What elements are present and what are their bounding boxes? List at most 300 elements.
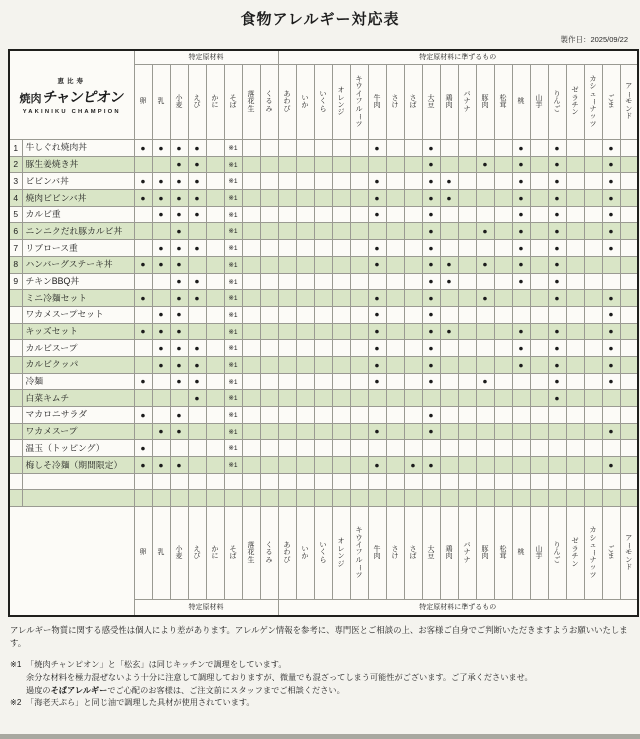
allergen-mark-cell [584, 140, 602, 157]
allergen-mark-cell [350, 223, 368, 240]
allergen-mark-cell [530, 356, 548, 373]
allergen-mark-cell [458, 306, 476, 323]
allergen-mark-cell: ● [170, 323, 188, 340]
allergen-mark-cell [566, 306, 584, 323]
allergen-mark-cell [314, 273, 332, 290]
allergen-column-header [566, 507, 584, 600]
allergen-mark-cell: ● [170, 223, 188, 240]
allergen-mark-cell [386, 140, 404, 157]
allergen-column-header [242, 507, 260, 600]
allergen-column-header [404, 507, 422, 600]
allergen-mark-cell [476, 173, 494, 190]
allergen-mark-cell: ● [422, 173, 440, 190]
allergen-mark-cell [368, 473, 386, 490]
allergen-mark-cell [152, 223, 170, 240]
allergen-mark-cell: ● [512, 156, 530, 173]
allergen-mark-cell [584, 323, 602, 340]
table-row [9, 290, 638, 307]
allergen-mark-cell [170, 390, 188, 407]
allergen-mark-cell [188, 256, 206, 273]
note-mark: ※1 [228, 428, 238, 436]
menu-item-name: 冷麺 [22, 373, 134, 390]
allergen-mark-cell [134, 206, 152, 223]
allergen-mark-cell: ● [152, 323, 170, 340]
allergen-mark-cell [566, 223, 584, 240]
menu-item-name [22, 473, 134, 490]
allergen-mark-cell [530, 223, 548, 240]
allergen-column-header [350, 507, 368, 600]
allergen-mark-cell [620, 240, 638, 257]
allergen-mark-cell [458, 440, 476, 457]
allergen-mark-cell [314, 423, 332, 440]
row-number: 7 [9, 240, 22, 257]
note-mark: ※1 [228, 328, 238, 336]
allergen-mark-cell [566, 390, 584, 407]
row-number [9, 423, 22, 440]
allergen-mark-cell [404, 223, 422, 240]
allergen-mark-cell [584, 356, 602, 373]
allergen-mark-cell [458, 140, 476, 157]
allergen-column-header [584, 65, 602, 140]
allergen-mark-cell [620, 306, 638, 323]
allergen-mark-cell [332, 190, 350, 207]
allergen-mark-cell [170, 473, 188, 490]
allergen-mark-cell [134, 473, 152, 490]
allergen-label: カ シ ュ ー ナ ッ ツ [589, 76, 597, 128]
row-number [9, 457, 22, 474]
allergen-label: い く ら [319, 90, 327, 113]
allergen-mark-cell [440, 140, 458, 157]
allergen-mark-cell [260, 140, 278, 157]
allergen-mark-cell: ● [512, 223, 530, 240]
allergen-column-header [440, 65, 458, 140]
allergen-column-header [170, 507, 188, 600]
allergen-column-header [206, 65, 224, 140]
allergen-mark-cell [530, 156, 548, 173]
allergen-column-header [260, 65, 278, 140]
allergen-mark-cell: ● [602, 206, 620, 223]
logo [10, 76, 134, 115]
allergen-mark-cell [566, 206, 584, 223]
allergen-mark-cell [368, 390, 386, 407]
allergen-mark-cell [530, 273, 548, 290]
allergen-mark-cell [278, 407, 296, 424]
allergen-mark-cell [314, 390, 332, 407]
allergen-mark-cell [422, 490, 440, 507]
table-row [9, 457, 638, 474]
menu-item-name: カルビクッパ [22, 356, 134, 373]
table-row [9, 390, 638, 407]
allergen-mark-cell [314, 223, 332, 240]
allergen-label: 桃 [517, 549, 525, 557]
allergen-mark-cell [530, 390, 548, 407]
allergen-mark-cell [260, 356, 278, 373]
table-row [9, 140, 638, 157]
allergen-mark-cell [332, 457, 350, 474]
allergen-mark-cell: ● [422, 306, 440, 323]
note-mark: ※1 [228, 378, 238, 386]
allergen-mark-cell [530, 173, 548, 190]
allergen-mark-cell [152, 440, 170, 457]
allergen-mark-cell [584, 340, 602, 357]
allergen-mark-cell [350, 273, 368, 290]
allergen-mark-cell [530, 323, 548, 340]
allergen-mark-cell [260, 473, 278, 490]
allergen-mark-cell [152, 290, 170, 307]
row-number [9, 356, 22, 373]
allergen-mark-cell [242, 473, 260, 490]
allergen-mark-cell [296, 256, 314, 273]
allergen-mark-cell [134, 223, 152, 240]
allergen-mark-cell: ● [188, 240, 206, 257]
allergen-mark-cell [224, 256, 242, 273]
allergen-mark-cell: ● [548, 190, 566, 207]
allergen-mark-cell [260, 206, 278, 223]
allergen-mark-cell [494, 490, 512, 507]
allergen-label: バ ナ ナ [463, 542, 471, 564]
allergen-mark-cell: ● [440, 190, 458, 207]
allergen-mark-cell [566, 240, 584, 257]
allergen-mark-cell: ● [170, 173, 188, 190]
table-row [9, 256, 638, 273]
allergen-mark-cell [314, 140, 332, 157]
allergen-mark-cell [584, 423, 602, 440]
allergen-mark-cell [260, 323, 278, 340]
note-mark: ※1 [228, 395, 238, 403]
allergen-mark-cell [242, 290, 260, 307]
allergen-mark-cell [512, 473, 530, 490]
allergen-mark-cell: ● [512, 206, 530, 223]
allergen-label: り ん ご [553, 90, 561, 113]
note-mark: ※1 [228, 245, 238, 253]
allergen-mark-cell [314, 256, 332, 273]
allergen-mark-cell: ● [512, 340, 530, 357]
allergen-mark-cell: ● [368, 306, 386, 323]
allergen-mark-cell [458, 190, 476, 207]
allergen-mark-cell [296, 457, 314, 474]
allergen-mark-cell [296, 173, 314, 190]
allergen-mark-cell [566, 356, 584, 373]
allergen-mark-cell [332, 423, 350, 440]
allergen-mark-cell: ● [368, 140, 386, 157]
allergen-label: ア ー モ ン ド [625, 534, 633, 572]
allergen-mark-cell [512, 490, 530, 507]
allergen-column-header [458, 507, 476, 600]
allergen-mark-cell: ● [368, 340, 386, 357]
allergen-mark-cell [242, 273, 260, 290]
bottom-group-header-quasi: 特定原材料に準ずるもの [278, 600, 638, 617]
allergen-mark-cell: ● [440, 273, 458, 290]
allergen-column-header [386, 65, 404, 140]
allergen-mark-cell [296, 373, 314, 390]
allergen-mark-cell [332, 373, 350, 390]
allergen-mark-cell [350, 373, 368, 390]
allergen-mark-cell [242, 190, 260, 207]
allergen-mark-cell: ● [602, 306, 620, 323]
allergen-mark-cell [260, 273, 278, 290]
allergen-label: 桃 [517, 98, 525, 106]
logo-ebisu: 恵比寿 [57, 77, 86, 85]
allergen-mark-cell: ● [512, 256, 530, 273]
allergen-mark-cell [206, 273, 224, 290]
allergen-label: 牛 肉 [373, 94, 381, 109]
allergen-mark-cell: ● [422, 206, 440, 223]
menu-item-name: 豚生姜焼き丼 [22, 156, 134, 173]
allergen-mark-cell [278, 256, 296, 273]
allergen-label: あ わ び [283, 542, 291, 564]
allergen-mark-cell: ● [602, 290, 620, 307]
allergen-mark-cell [314, 473, 332, 490]
allergen-mark-cell [386, 290, 404, 307]
allergen-column-header [314, 507, 332, 600]
allergen-mark-cell [458, 373, 476, 390]
allergen-mark-cell [620, 423, 638, 440]
allergen-mark-cell [584, 190, 602, 207]
allergen-mark-cell [278, 306, 296, 323]
allergen-mark-cell [224, 173, 242, 190]
allergen-column-header [494, 65, 512, 140]
allergen-mark-cell [260, 457, 278, 474]
allergen-mark-cell [224, 206, 242, 223]
allergen-mark-cell [368, 407, 386, 424]
allergen-label: え び [193, 94, 201, 109]
allergen-mark-cell: ● [188, 373, 206, 390]
allergen-mark-cell [386, 206, 404, 223]
allergen-mark-cell [512, 290, 530, 307]
restaurant-logo [9, 50, 134, 140]
menu-item-name: ミニ冷麺セット [22, 290, 134, 307]
allergen-mark-cell [134, 273, 152, 290]
allergen-mark-cell [494, 240, 512, 257]
allergen-mark-cell [314, 156, 332, 173]
allergen-mark-cell [620, 223, 638, 240]
allergen-mark-cell [566, 423, 584, 440]
allergen-label: い く ら [319, 542, 327, 564]
allergen-mark-cell [332, 306, 350, 323]
allergen-mark-cell [404, 290, 422, 307]
allergen-mark-cell [404, 356, 422, 373]
allergen-mark-cell [494, 390, 512, 407]
row-number [9, 407, 22, 424]
allergen-mark-cell: ● [548, 356, 566, 373]
allergen-mark-cell [458, 423, 476, 440]
allergen-label: 小 麦 [175, 545, 183, 561]
allergen-mark-cell [170, 490, 188, 507]
allergen-label: く る み [265, 542, 273, 564]
allergen-label: 落 花 生 [247, 542, 255, 564]
allergen-mark-cell [620, 457, 638, 474]
allergen-mark-cell [278, 323, 296, 340]
allergen-mark-cell [350, 440, 368, 457]
allergen-mark-cell [494, 423, 512, 440]
allergen-mark-cell [332, 240, 350, 257]
allergen-label: 卵 [139, 549, 147, 557]
allergen-mark-cell [584, 206, 602, 223]
allergen-mark-cell [494, 407, 512, 424]
allergen-mark-cell [584, 156, 602, 173]
allergen-mark-cell [242, 256, 260, 273]
allergen-column-header [152, 65, 170, 140]
allergen-mark-cell [404, 306, 422, 323]
allergen-mark-cell [296, 206, 314, 223]
allergen-column-header [548, 65, 566, 140]
allergen-mark-cell [404, 156, 422, 173]
allergen-label: 鶏 肉 [445, 94, 453, 109]
table-row [9, 373, 638, 390]
allergen-mark-cell [314, 407, 332, 424]
allergen-mark-cell: ● [170, 407, 188, 424]
allergen-column-header [602, 507, 620, 600]
allergen-mark-cell [494, 273, 512, 290]
allergen-label: 小 麦 [175, 94, 183, 109]
allergen-mark-cell [296, 306, 314, 323]
allergen-mark-cell: ● [170, 240, 188, 257]
allergen-mark-cell [206, 306, 224, 323]
allergen-mark-cell [440, 340, 458, 357]
footnote-2-label: ※2 [10, 698, 22, 708]
allergen-mark-cell [206, 390, 224, 407]
footnote-1-label: ※1 [10, 660, 22, 670]
allergen-mark-cell [224, 223, 242, 240]
allergen-mark-cell: ● [188, 273, 206, 290]
allergen-label: そ ば [229, 545, 237, 561]
allergen-mark-cell [368, 156, 386, 173]
allergen-mark-cell [602, 256, 620, 273]
table-row [9, 440, 638, 457]
allergen-mark-cell [206, 206, 224, 223]
allergen-mark-cell [584, 407, 602, 424]
allergen-mark-cell [566, 457, 584, 474]
allergen-mark-cell [512, 306, 530, 323]
allergen-mark-cell [566, 256, 584, 273]
footnotes [10, 659, 630, 710]
allergen-mark-cell [494, 256, 512, 273]
allergen-mark-cell [332, 490, 350, 507]
allergen-mark-cell [260, 490, 278, 507]
allergen-mark-cell: ● [152, 190, 170, 207]
allergen-mark-cell [206, 240, 224, 257]
allergen-mark-cell [242, 457, 260, 474]
allergen-mark-cell [314, 490, 332, 507]
allergen-mark-cell [188, 490, 206, 507]
allergen-mark-cell [260, 373, 278, 390]
allergen-mark-cell [494, 223, 512, 240]
allergen-mark-cell: ● [548, 273, 566, 290]
allergen-mark-cell [476, 240, 494, 257]
note-mark: ※1 [228, 278, 238, 286]
allergen-mark-cell [350, 173, 368, 190]
allergen-mark-cell [296, 223, 314, 240]
logo-main [19, 86, 124, 107]
allergen-mark-cell [440, 206, 458, 223]
allergen-mark-cell [188, 323, 206, 340]
allergen-mark-cell [566, 156, 584, 173]
menu-item-name: ビビンバ丼 [22, 173, 134, 190]
allergen-mark-cell [476, 273, 494, 290]
allergen-mark-cell [206, 490, 224, 507]
allergen-mark-cell [242, 423, 260, 440]
allergen-mark-cell: ● [152, 306, 170, 323]
allergen-mark-cell: ● [602, 190, 620, 207]
allergen-column-header [134, 507, 152, 600]
allergen-mark-cell [260, 407, 278, 424]
allergen-mark-cell [548, 473, 566, 490]
allergen-mark-cell [386, 173, 404, 190]
allergen-mark-cell [440, 440, 458, 457]
allergen-mark-cell: ● [602, 356, 620, 373]
allergen-mark-cell [242, 156, 260, 173]
allergen-mark-cell [476, 206, 494, 223]
allergen-mark-cell [386, 240, 404, 257]
allergen-mark-cell [260, 340, 278, 357]
allergen-mark-cell: ● [152, 240, 170, 257]
allergen-mark-cell: ● [422, 140, 440, 157]
footnote-1b-post: でご心配のお客様は、ご注文前にスタッフまでご相談ください。 [107, 685, 345, 695]
allergen-mark-cell [134, 240, 152, 257]
table-row [9, 206, 638, 223]
allergen-mark-cell [278, 290, 296, 307]
allergen-mark-cell [332, 340, 350, 357]
allergen-mark-cell [296, 356, 314, 373]
allergen-mark-cell: ● [512, 240, 530, 257]
allergen-mark-cell [314, 290, 332, 307]
footnote-1b-pre: 過度の [26, 685, 51, 695]
allergen-mark-cell [530, 306, 548, 323]
allergen-mark-cell [548, 407, 566, 424]
allergen-mark-cell: ● [548, 390, 566, 407]
allergen-mark-cell [530, 490, 548, 507]
allergen-label: あ わ び [283, 90, 291, 113]
allergen-mark-cell [404, 473, 422, 490]
allergen-mark-cell [260, 423, 278, 440]
allergen-mark-cell: ● [134, 407, 152, 424]
allergen-mark-cell: ● [152, 340, 170, 357]
footnote-1 [10, 659, 630, 672]
allergen-mark-cell [278, 356, 296, 373]
allergen-mark-cell [224, 140, 242, 157]
allergen-mark-cell [278, 223, 296, 240]
allergen-column-header [512, 507, 530, 600]
menu-item-name: リブロース重 [22, 240, 134, 257]
allergen-mark-cell: ● [170, 156, 188, 173]
allergen-mark-cell [224, 356, 242, 373]
allergen-mark-cell [530, 440, 548, 457]
allergen-mark-cell: ● [188, 206, 206, 223]
allergen-mark-cell [368, 440, 386, 457]
allergen-mark-cell: ● [170, 190, 188, 207]
allergen-mark-cell [260, 306, 278, 323]
footnote-1b-bold: そばアレルギー [50, 685, 108, 695]
allergen-mark-cell [458, 356, 476, 373]
allergen-mark-cell: ● [134, 190, 152, 207]
allergen-mark-cell [476, 340, 494, 357]
allergen-mark-cell [476, 390, 494, 407]
allergen-mark-cell [620, 407, 638, 424]
allergen-mark-cell: ● [134, 440, 152, 457]
allergen-mark-cell: ● [368, 173, 386, 190]
allergen-mark-cell [296, 440, 314, 457]
table-row [9, 340, 638, 357]
allergen-mark-cell [566, 340, 584, 357]
note-mark: ※1 [228, 361, 238, 369]
allergen-mark-cell [584, 306, 602, 323]
allergen-mark-cell [602, 407, 620, 424]
allergen-mark-cell [260, 440, 278, 457]
allergen-mark-cell [602, 273, 620, 290]
allergen-mark-cell [458, 290, 476, 307]
menu-item-name [22, 490, 134, 507]
allergen-mark-cell [206, 323, 224, 340]
